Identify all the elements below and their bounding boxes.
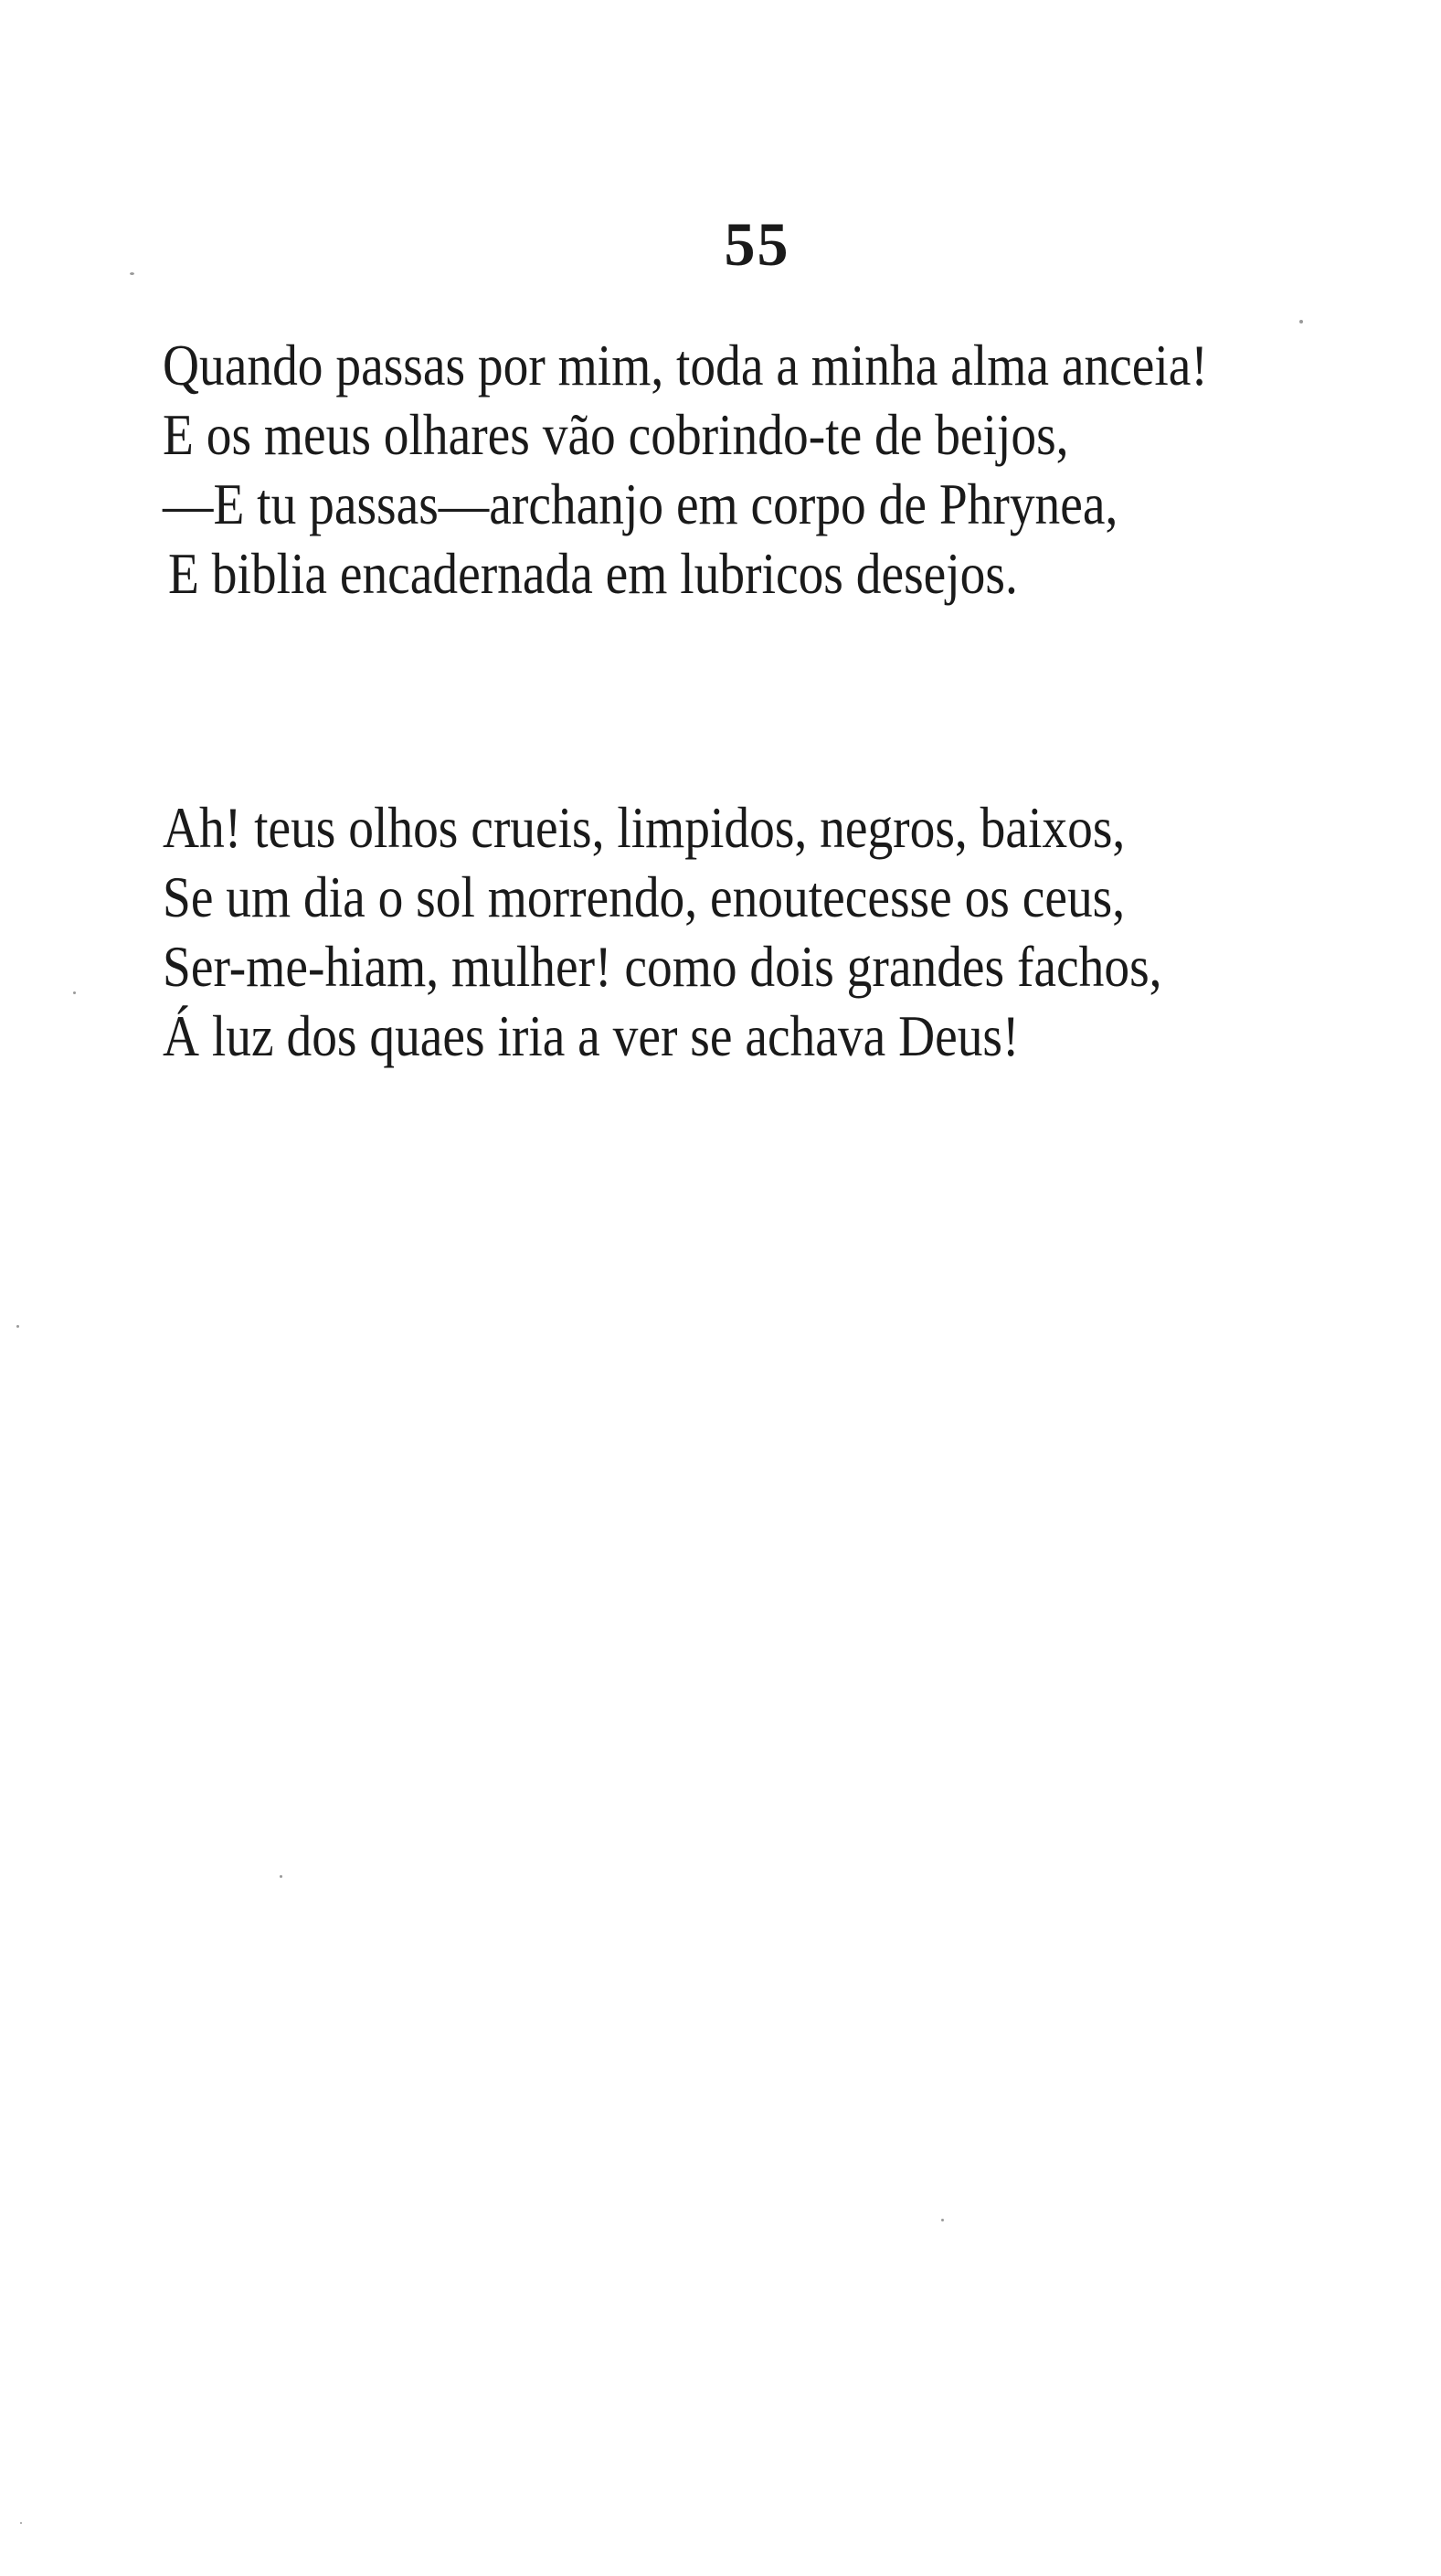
verse-line: Quando passas por mim, toda a minha alma anceia! — [163, 334, 1208, 398]
paper-speck — [16, 1325, 19, 1328]
paper-speck — [20, 2522, 22, 2524]
stanza-2 — [163, 793, 1387, 1071]
verse-line: Á luz dos quaes iria a ver se achava Deus! — [163, 1004, 1020, 1068]
paper-speck — [280, 1875, 282, 1878]
stanza-1 — [163, 331, 1387, 609]
verse-line: Ah! teus olhos crueis, limpidos, negros, baixos, — [163, 796, 1126, 860]
verse-line: E os meus olhares vão cobrindo-te de beijos, — [163, 403, 1069, 467]
paper-speck — [130, 272, 134, 275]
page-number: 55 — [724, 209, 790, 279]
paper-speck — [73, 991, 76, 994]
paper-speck — [941, 2219, 944, 2221]
verse-line: Ser-me-hiam, mulher! como dois grandes fachos, — [163, 935, 1162, 999]
verse-line: —E tu passas—archanjo em corpo de Phrynea, — [163, 472, 1118, 536]
verse-line: E biblia encadernada em lubricos desejos. — [168, 542, 1018, 606]
paper-speck — [1299, 320, 1303, 323]
verse-line: Se um dia o sol morrendo, enoutecesse os ceus, — [163, 865, 1126, 929]
